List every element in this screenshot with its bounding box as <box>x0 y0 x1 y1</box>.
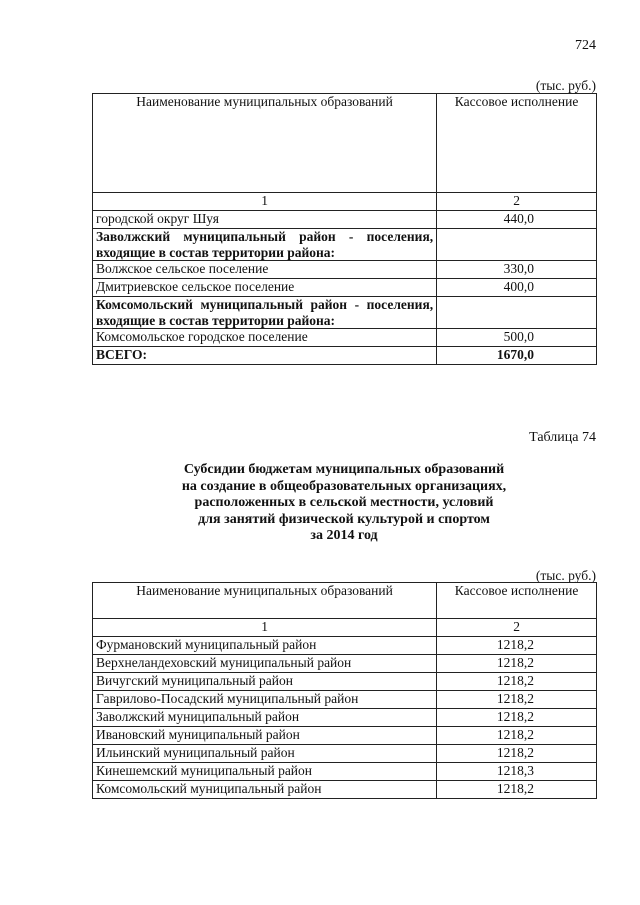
table-header-row <box>93 94 597 193</box>
table-row <box>93 691 597 709</box>
title-line: на создание в общеобразовательных организациях, <box>181 478 507 494</box>
row-name: Комсомольское городское поселение <box>93 329 437 347</box>
title-line: за 2014 год <box>310 528 378 543</box>
row-name: Комсомольский муниципальный район - поселения, входящие в состав территории района: <box>93 297 437 329</box>
title-line: расположенных в сельской местности, условий <box>194 495 494 510</box>
table-row-group <box>93 297 597 329</box>
row-value: 1218,2 <box>437 655 597 673</box>
table-caption: Таблица 74 <box>529 430 596 445</box>
row-value: 1218,2 <box>437 781 597 799</box>
table-row <box>93 637 597 655</box>
total-row <box>93 347 597 365</box>
row-value: 1218,2 <box>437 691 597 709</box>
row-name: Гаврилово-Посадский муниципальный район <box>93 691 437 709</box>
table-row <box>93 261 597 279</box>
units-label: (тыс. руб.) <box>535 78 596 93</box>
row-name: Ильинский муниципальный район <box>93 745 437 763</box>
row-name: Ивановский муниципальный район <box>93 727 437 745</box>
row-name: Комсомольский муниципальный район <box>93 781 437 799</box>
total-label: ВСЕГО: <box>93 347 437 365</box>
table-row <box>93 709 597 727</box>
row-value: 1218,2 <box>437 745 597 763</box>
row-value <box>437 229 597 261</box>
title-line: для занятий физической культурой и спортом <box>198 511 490 527</box>
row-value: 1218,2 <box>437 709 597 727</box>
row-name: Вичугский муниципальный район <box>93 673 437 691</box>
budget-table-2 <box>92 582 597 799</box>
budget-table-1 <box>92 93 597 365</box>
table-row-group <box>93 229 597 261</box>
table-header-row <box>93 583 597 619</box>
title-line: Субсидии бюджетам муниципальных образований <box>183 462 505 477</box>
row-value: 1218,2 <box>437 673 597 691</box>
row-value: 440,0 <box>437 211 597 229</box>
row-name: Дмитриевское сельское поселение <box>93 279 437 297</box>
row-value: 1218,3 <box>437 763 597 781</box>
row-value: 1218,2 <box>437 637 597 655</box>
row-value: 500,0 <box>437 329 597 347</box>
table-row <box>93 781 597 799</box>
page-number: 724 <box>575 38 596 53</box>
column-number-row <box>93 619 597 637</box>
row-name: Верхнеландеховский муниципальный район <box>93 655 437 673</box>
row-value <box>437 297 597 329</box>
table-row <box>93 279 597 297</box>
column-number-cell: 2 <box>437 193 597 211</box>
row-value: 1218,2 <box>437 727 597 745</box>
column-number-cell: 1 <box>93 619 437 637</box>
table-title <box>92 462 596 545</box>
row-value: 400,0 <box>437 279 597 297</box>
row-name: Кинешемский муниципальный район <box>93 763 437 781</box>
column-number-cell: 1 <box>93 193 437 211</box>
table-row <box>93 727 597 745</box>
header-cell-value: Кассовое исполнение <box>437 94 597 193</box>
row-name: Волжское сельское поселение <box>93 261 437 279</box>
column-number-cell: 2 <box>437 619 597 637</box>
header-cell-name: Наименование муниципальных образований <box>93 94 437 193</box>
row-name: Фурмановский муниципальный район <box>93 637 437 655</box>
row-name: городской округ Шуя <box>93 211 437 229</box>
table-row <box>93 763 597 781</box>
table-row <box>93 655 597 673</box>
header-cell-value: Кассовое исполнение <box>437 583 597 619</box>
table-row <box>93 329 597 347</box>
column-number-row <box>93 193 597 211</box>
table-row <box>93 211 597 229</box>
table-row <box>93 673 597 691</box>
table-row <box>93 745 597 763</box>
row-value: 330,0 <box>437 261 597 279</box>
units-label: (тыс. руб.) <box>535 568 596 583</box>
row-name: Заволжский муниципальный район <box>93 709 437 727</box>
header-cell-name: Наименование муниципальных образований <box>93 583 437 619</box>
row-name: Заволжский муниципальный район - поселения, входящие в состав территории района: <box>93 229 437 261</box>
total-value: 1670,0 <box>437 347 597 365</box>
